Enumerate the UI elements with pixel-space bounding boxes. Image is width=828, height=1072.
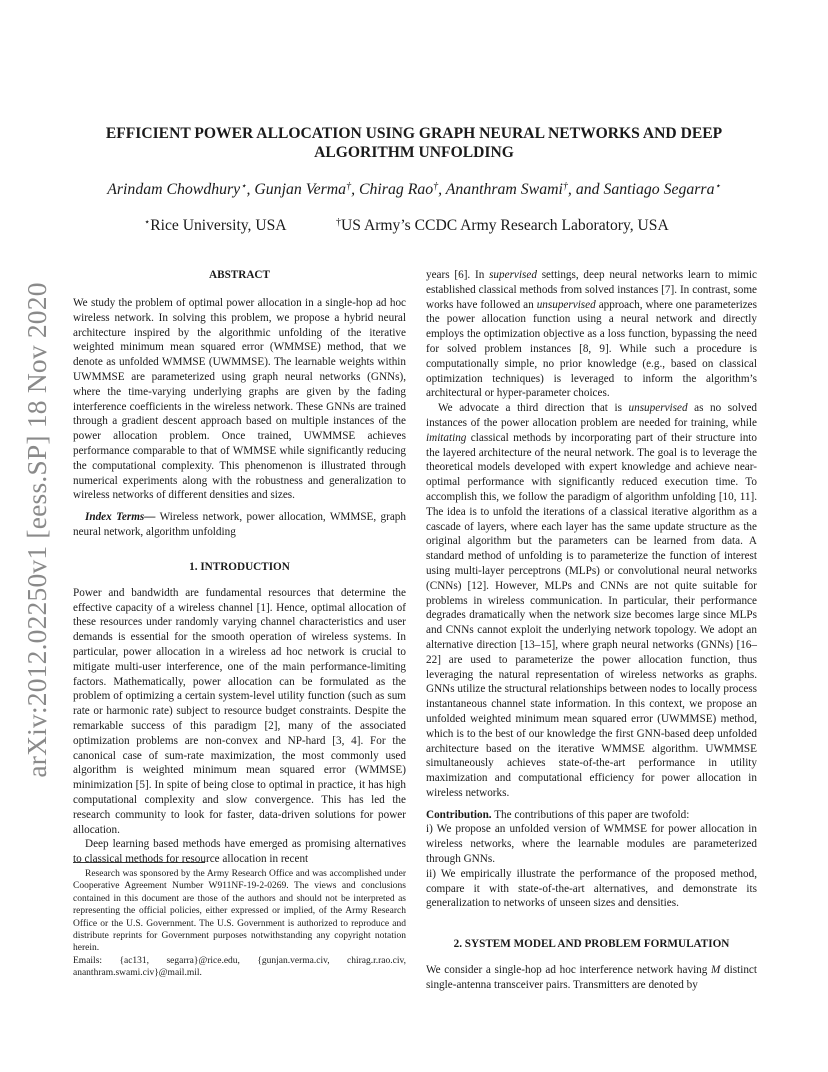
abstract-body: We study the problem of optimal power allocation in a single-hop ad hoc wireless network. In solving this problem, we propose a hybrid neural architecture inspired by the algorithmic unfolding of the iterative weighted minimum mean squared error (WMMSE) method, that we denote as unfolded WMMSE (UWMMSE). The learnable weights within UWMMSE are parameterized using graph neural networks (GNNs), where the time-varying underlying graphs are given by the fading interference coefficients in the wireless network. These GNNs are trained through a gradient descent approach based on multiple instances of the power allocation problem. Once trained, UWMMSE achieves performance comparable to that of WMMSE while significantly reducing the computational complexity. This phenomenon is illustrated through numerical experiments along with the robustness and generalization to wireless networks of different densities and sizes.	[73, 297, 406, 502]
system-model-paragraph	[426, 963, 757, 993]
arxiv-stamp[interactable]	[19, 282, 55, 778]
affiliation-mark: †	[346, 181, 352, 192]
introduction-heading: 1. INTRODUCTION	[189, 560, 290, 573]
affiliation-mark: ⋆	[714, 181, 721, 192]
affiliation-mark: †	[433, 181, 439, 192]
right-column	[426, 268, 757, 993]
affiliation-text: US Army’s CCDC Army Research Laboratory, USA	[341, 217, 669, 234]
index-terms-label: Index Terms—	[85, 511, 156, 524]
text-run: as no solved instances of the power allocation problem are needed for training, while	[426, 402, 758, 429]
emphasis: imitating	[426, 431, 467, 444]
introduction-paragraph: Deep learning based methods have emerged as promising alternatives to classical methods for resource allocation in recent	[73, 838, 406, 866]
text-run: We consider a single-hop ad hoc interference network having	[426, 964, 712, 977]
abstract-heading: ABSTRACT	[209, 269, 270, 281]
contribution-item: ii) We empirically illustrate the performance of the proposed method, compare it with state-of-the-art alternatives, and demonstrate its generalization to networks of unseen sizes and densities.	[426, 867, 757, 910]
affiliation-mark: †	[562, 181, 568, 192]
system-model-heading: 2. SYSTEM MODEL AND PROBLEM FORMULATION	[453, 938, 730, 951]
affiliation-rice	[144, 216, 287, 236]
emphasis: unsupervised	[536, 298, 596, 311]
footnote-funding: Research was sponsored by the Army Research Office and was accomplished under Cooperative Agreement Number W911NF-19-2-0269. The views and conclusions contained in this document are those of the authors and should not be interpreted as representing the official policies, either expressed or implied, of the Army Research Office or the U.S. Government. The U.S. Government is authorized to reproduce and distribute reprints for Government purposes notwithstanding any copyright notation herein.	[73, 869, 406, 954]
emphasis: supervised	[489, 269, 537, 281]
affiliation-mark: ⋆	[144, 217, 151, 228]
introduction-paragraph	[426, 268, 757, 401]
arxiv-identifier[interactable]: arXiv:2012.02250v1 [eess.SP] 18 Nov 2020	[21, 282, 52, 778]
text-run: We advocate a third direction that is	[438, 402, 629, 415]
affiliations	[60, 216, 768, 236]
contribution-item: i) We propose an unfolded version of WMMSE for power allocation in wireless networks, where the learnable modules are parameterized through GNNs.	[426, 823, 757, 866]
text-run: years [6]. In	[426, 269, 490, 281]
author-name: , Ananthram Swami	[438, 181, 563, 198]
footnote-rule	[73, 862, 205, 863]
paper-title: EFFICIENT POWER ALLOCATION USING GRAPH NEURAL NETWORKS AND DEEP ALGORITHM UNFOLDING	[105, 125, 723, 161]
text-run: The contributions of this paper are twofold:	[491, 808, 690, 821]
index-terms-text: Wireless network, power allocation, WMMSE, graph neural network, algorithm unfolding	[73, 511, 406, 538]
contribution-paragraph	[426, 808, 757, 823]
contribution-label: Contribution.	[426, 808, 492, 821]
footnote	[73, 868, 406, 980]
author-name: Arindam Chowdhury	[107, 181, 241, 198]
author-name: , Chirag Rao	[351, 181, 434, 198]
introduction-paragraph: Power and bandwidth are fundamental resources that determine the effective capacity of a wireless channel [1]. Hence, optimal allocation of these resources under randomly varying channel characteristics and user demands is essential for the smooth operation of wireless systems. In particular, power allocation in a wireless ad hoc network is crucial to mitigate multi-user interference, one of the main performance-limiting factors. Mathematically, power allocation can be formulated as the problem of optimizing a certain system-level utility function (such as sum rate or harmonic rate) subject to resource budget constraints. Despite the remarkable success of this paradigm [2], many of the associated optimization problems are non-convex and NP-hard [3, 4]. For the canonical case of sum-rate maximization, the most commonly used algorithm is weighted minimum mean squared error (WMMSE) minimization [5]. In spite of being close to optimal in practice, it has high computational complexity and slow convergence. This has led the research community to look for faster, data-driven solutions for power allocation.	[73, 586, 406, 836]
affiliation-army	[336, 216, 669, 236]
author-name: , and Santiago Segarra	[567, 181, 715, 198]
index-terms	[73, 510, 406, 540]
math-variable: M	[711, 964, 721, 977]
footnote-emails[interactable]: Emails: {ac131, segarra}@rice.edu, {gunjan.verma.civ, chirag.r.rao.civ, ananthram.swami.civ}@mail.mil.	[73, 955, 406, 979]
emphasis: unsupervised	[628, 402, 688, 415]
author-name: , Gunjan Verma	[246, 181, 347, 198]
text-run: settings, deep neural networks learn to mimic established classical methods from solved instances [7]. In contrast, some works have followed an	[426, 269, 757, 311]
affiliation-text: Rice University, USA	[150, 217, 287, 234]
affiliation-mark: ⋆	[240, 181, 247, 192]
affiliation-mark: †	[336, 217, 341, 228]
text-run: approach, where one parameterizes the power allocation function using a neural network and directly employs the optimization objective as a loss function, bypassing the need for solved problem instances [8, 9]. While such a procedure is computationally simple, no prior knowledge (e.g., based on classical optimization techniques) is leveraged to inform the algorithm’s architectural or hyper-parameter choices.	[426, 298, 758, 400]
author-list	[60, 180, 768, 200]
text-run: classical methods by incorporating part of their structure into the layered architecture of the neural network. The goal is to leverage the theoretical models developed with expert knowledge and achieve near-optimal performance with significantly reduced execution time. To accomplish this, we follow the paradigm of algorithm unfolding [10, 11]. The idea is to unfold the iterations of a classical iterative algorithm as a cascade of layers, where each layer has the same update structure as the original algorithm but the parameters can be learned from data. A standard method of unfolding is to parameterize the function of interest using multi-layer perceptrons (MLPs) or convolutional neural networks (CNNs) [12]. However, MLPs and CNNs are not quite suitable for problems in wireless communication. In particular, their performance degrades dramatically when the network size becomes large since MLPs and CNNs cannot exploit the underlying network topology. We adopt an alternative direction [13–15], where graph neural networks (GNNs) [16–22] are used to parameterize the power allocation function, thus leveraging the natural representation of wireless networks as graphs. GNNs utilize the structural relationships between nodes to locally process instantaneous channel state information. In this context, we propose an unfolded weighted minimum mean squared error (UWMMSE) method, which is to the best of our knowledge the first GNN-based deep unfolded architecture based on the iterative WMMSE algorithm. UWMMSE simultaneously achieves state-of-the-art performance in utility maximization and computational efficiency for power allocation in wireless networks.	[426, 431, 757, 799]
introduction-paragraph	[426, 401, 757, 801]
left-column	[73, 268, 406, 867]
text-run: distinct single-antenna transceiver pairs. Transmitters are denoted by	[426, 964, 757, 992]
